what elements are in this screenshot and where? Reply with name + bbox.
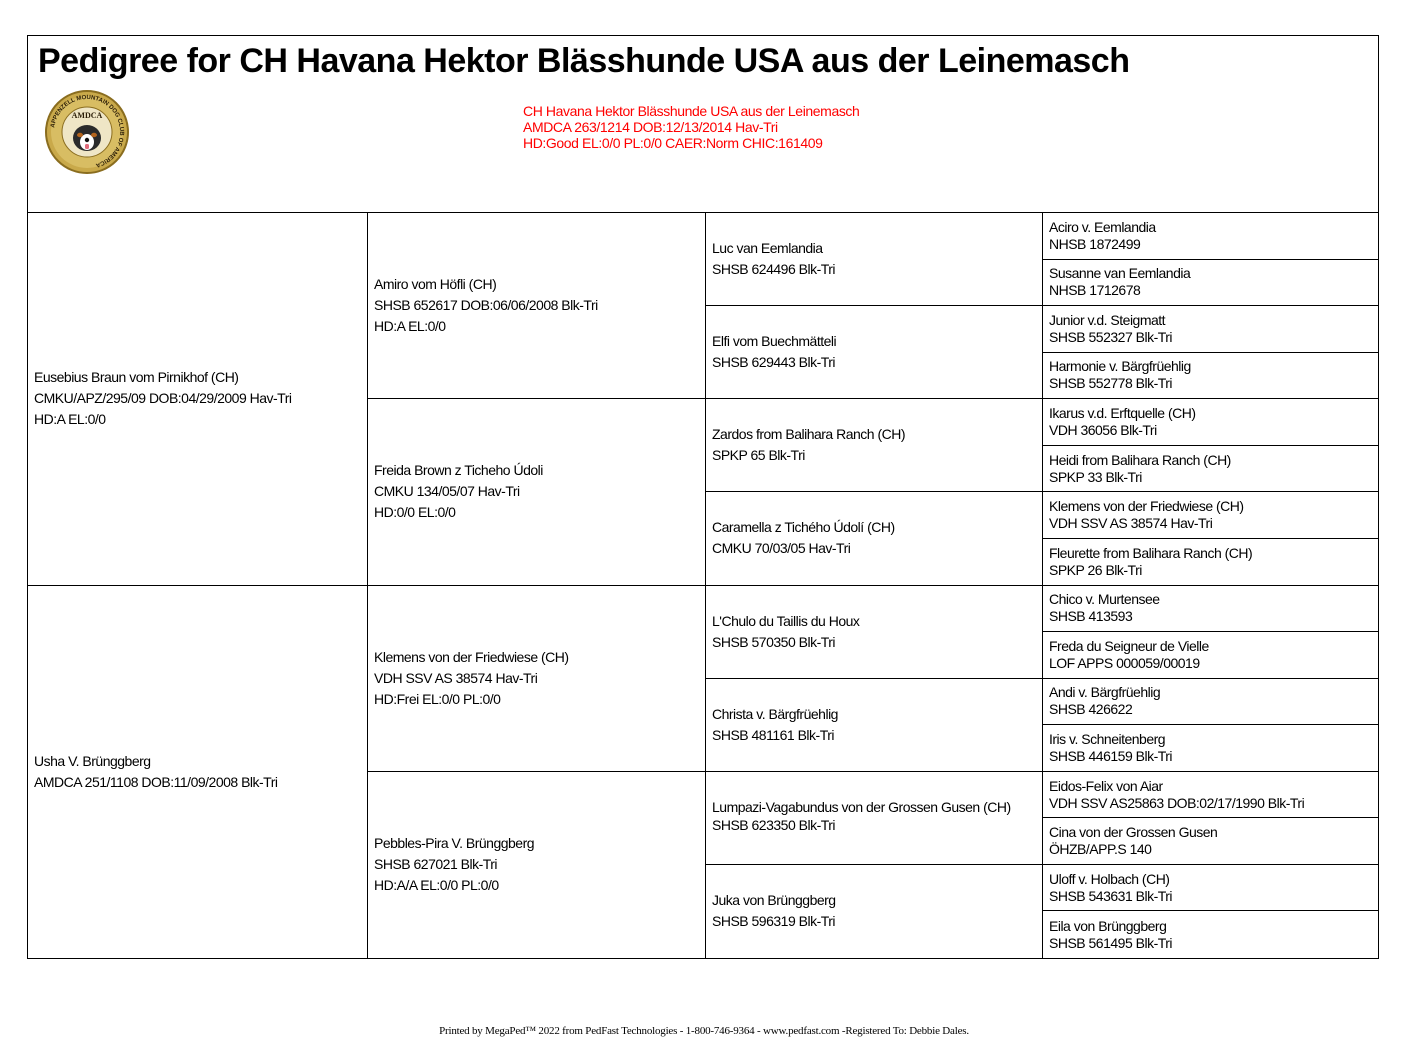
pedigree-cell-gen3-2 <box>706 306 1043 399</box>
dog-detail: SHSB 596319 Blk-Tri <box>712 913 836 930</box>
pedigree-cell-gen1-1 <box>28 213 368 586</box>
dog-name: Heidi from Balihara Ranch (CH) <box>1049 451 1231 468</box>
dog-detail: LOF APPS 000059/00019 <box>1049 654 1200 671</box>
pedigree-cell-gen3-1 <box>706 213 1043 306</box>
dog-name: Eusebius Braun vom Pirnikhof (CH) <box>34 369 239 386</box>
pedigree-cell-gen3-7 <box>706 772 1043 865</box>
subject-registration: AMDCA 263/1214 DOB:12/13/2014 Hav-Tri <box>523 119 778 135</box>
dog-name: Iris v. Schneitenberg <box>1049 730 1166 747</box>
dog-detail: SHSB 570350 Blk-Tri <box>712 633 836 650</box>
pedigree-cell-gen4-14 <box>1043 818 1378 865</box>
pedigree-sheet <box>27 35 1379 959</box>
dog-detail: SPKP 26 Blk-Tri <box>1049 561 1142 578</box>
page-title: Pedigree for CH Havana Hektor Blässhunde USA aus der Leinemasch <box>38 42 1130 80</box>
dog-name: Lumpazi-Vagabundus von der Grossen Gusen (CH) <box>712 799 1011 816</box>
dog-detail: CMKU 70/03/05 Hav-Tri <box>712 540 851 557</box>
pedigree-cell-gen2-2 <box>368 399 706 585</box>
pedigree-cell-gen4-8 <box>1043 539 1378 586</box>
dog-detail: HD:A EL:0/0 <box>374 318 446 335</box>
dog-name: Amiro vom Höfli (CH) <box>374 276 497 293</box>
pedigree-cell-gen2-3 <box>368 586 706 772</box>
dog-detail: SHSB 543631 Blk-Tri <box>1049 887 1173 904</box>
pedigree-cell-gen4-13 <box>1043 772 1378 819</box>
pedigree-cell-gen2-4 <box>368 772 706 958</box>
pedigree-cell-gen4-3 <box>1043 306 1378 353</box>
dog-name: Usha V. Brünggberg <box>34 752 151 769</box>
dog-name: Aciro v. Eemlandia <box>1049 218 1156 235</box>
pedigree-cell-gen3-8 <box>706 865 1043 958</box>
dog-detail: SHSB 561495 Blk-Tri <box>1049 934 1173 951</box>
dog-detail: SHSB 624496 Blk-Tri <box>712 261 836 278</box>
dog-name: Ikarus v.d. Erftquelle (CH) <box>1049 405 1196 422</box>
dog-name: L'Chulo du Taillis du Houx <box>712 612 860 629</box>
pedigree-cell-gen4-10 <box>1043 632 1378 679</box>
dog-name: Harmonie v. Bärgfrüehlig <box>1049 358 1191 375</box>
dog-detail: SPKP 33 Blk-Tri <box>1049 468 1142 485</box>
pedigree-cell-gen4-9 <box>1043 586 1378 633</box>
dog-name: Susanne van Eemlandia <box>1049 265 1191 282</box>
pedigree-cell-gen3-4 <box>706 492 1043 585</box>
dog-name: Junior v.d. Steigmatt <box>1049 311 1166 328</box>
dog-name: Cina von der Grossen Gusen <box>1049 824 1218 841</box>
dog-name: Juka von Brünggberg <box>712 892 836 909</box>
pedigree-cell-gen3-3 <box>706 399 1043 492</box>
dog-detail: SHSB 652617 DOB:06/06/2008 Blk-Tri <box>374 297 598 314</box>
pedigree-cell-gen4-4 <box>1043 353 1378 400</box>
dog-detail: HD:A EL:0/0 <box>34 411 106 428</box>
dog-name: Fleurette from Balihara Ranch (CH) <box>1049 544 1253 561</box>
dog-name: Luc van Eemlandia <box>712 240 823 257</box>
dog-detail: SHSB 426622 <box>1049 701 1133 718</box>
print-footer: Printed by MegaPed™ 2022 from PedFast Technologies - 1-800-746-9364 - www.pedfast.com -Registered To: Debbie Dales. <box>439 1025 969 1037</box>
dog-detail: HD:A/A EL:0/0 PL:0/0 <box>374 877 499 894</box>
pedigree-cell-gen3-6 <box>706 679 1043 772</box>
pedigree-cell-gen1-2 <box>28 586 368 959</box>
dog-name: Andi v. Bärgfrüehlig <box>1049 684 1161 701</box>
subject-dog-info <box>523 103 859 151</box>
dog-name: Chico v. Murtensee <box>1049 591 1160 608</box>
dog-name: Klemens von der Friedwiese (CH) <box>374 648 569 665</box>
dog-detail: VDH SSV AS25863 DOB:02/17/1990 Blk-Tri <box>1049 794 1305 811</box>
dog-detail: SHSB 627021 Blk-Tri <box>374 856 498 873</box>
pedigree-cell-gen4-7 <box>1043 492 1378 539</box>
dog-name: Uloff v. Holbach (CH) <box>1049 870 1170 887</box>
dog-detail: VDH SSV AS 38574 Hav-Tri <box>1049 515 1213 532</box>
dog-name: Pebbles-Pira V. Brünggberg <box>374 835 535 852</box>
pedigree-cell-gen4-1 <box>1043 213 1378 260</box>
pedigree-cell-gen3-5 <box>706 586 1043 679</box>
pedigree-cell-gen2-1 <box>368 213 706 399</box>
pedigree-grid <box>28 213 1378 958</box>
dog-detail: NHSB 1872499 <box>1049 235 1141 252</box>
pedigree-cell-gen4-2 <box>1043 260 1378 307</box>
amdca-logo-icon <box>42 90 132 174</box>
pedigree-header <box>28 36 1378 213</box>
pedigree-cell-gen4-11 <box>1043 679 1378 726</box>
dog-detail: SHSB 552778 Blk-Tri <box>1049 375 1173 392</box>
pedigree-cell-gen4-16 <box>1043 911 1378 958</box>
dog-name: Zardos from Balihara Ranch (CH) <box>712 426 906 443</box>
pedigree-cell-gen4-12 <box>1043 725 1378 772</box>
dog-detail: SHSB 413593 <box>1049 608 1133 625</box>
dog-detail: HD:0/0 EL:0/0 <box>374 504 456 521</box>
dog-name: Christa v. Bärgfrüehlig <box>712 705 838 722</box>
pedigree-cell-gen4-6 <box>1043 446 1378 493</box>
dog-name: Freida Brown z Ticheho Údoli <box>374 462 543 479</box>
logo-center-text: AMDCA <box>71 111 103 120</box>
dog-name: Freda du Seigneur de Vielle <box>1049 637 1209 654</box>
dog-detail: SPKP 65 Blk-Tri <box>712 447 805 464</box>
dog-detail: SHSB 481161 Blk-Tri <box>712 726 834 743</box>
dog-detail: AMDCA 251/1108 DOB:11/09/2008 Blk-Tri <box>34 773 278 790</box>
pedigree-cell-gen4-5 <box>1043 399 1378 446</box>
pedigree-cell-gen4-15 <box>1043 865 1378 912</box>
subject-health: HD:Good EL:0/0 PL:0/0 CAER:Norm CHIC:161409 <box>523 135 823 151</box>
dog-detail: VDH SSV AS 38574 Hav-Tri <box>374 669 538 686</box>
dog-name: Eidos-Felix von Aiar <box>1049 777 1163 794</box>
logo-ring-text: APPENZELL MOUNTAIN DOG CLUB OF AMERICA <box>50 94 125 168</box>
dog-detail: CMKU 134/05/07 Hav-Tri <box>374 483 520 500</box>
dog-detail: CMKU/APZ/295/09 DOB:04/29/2009 Hav-Tri <box>34 390 292 407</box>
dog-detail: SHSB 552327 Blk-Tri <box>1049 328 1173 345</box>
dog-detail: NHSB 1712678 <box>1049 282 1141 299</box>
dog-detail: HD:Frei EL:0/0 PL:0/0 <box>374 690 501 707</box>
dog-name: Eila von Brünggberg <box>1049 917 1167 934</box>
dog-detail: SHSB 629443 Blk-Tri <box>712 354 836 371</box>
dog-name: Elfi vom Buechmätteli <box>712 333 837 350</box>
dog-name: Klemens von der Friedwiese (CH) <box>1049 498 1244 515</box>
dog-name: Caramella z Tichého Údolí (CH) <box>712 519 895 536</box>
dog-detail: SHSB 446159 Blk-Tri <box>1049 747 1173 764</box>
dog-detail: SHSB 623350 Blk-Tri <box>712 817 836 834</box>
subject-name: CH Havana Hektor Blässhunde USA aus der Leinemasch <box>523 103 860 119</box>
dog-detail: ÖHZB/APP.S 140 <box>1049 841 1152 858</box>
dog-detail: VDH 36056 Blk-Tri <box>1049 422 1157 439</box>
